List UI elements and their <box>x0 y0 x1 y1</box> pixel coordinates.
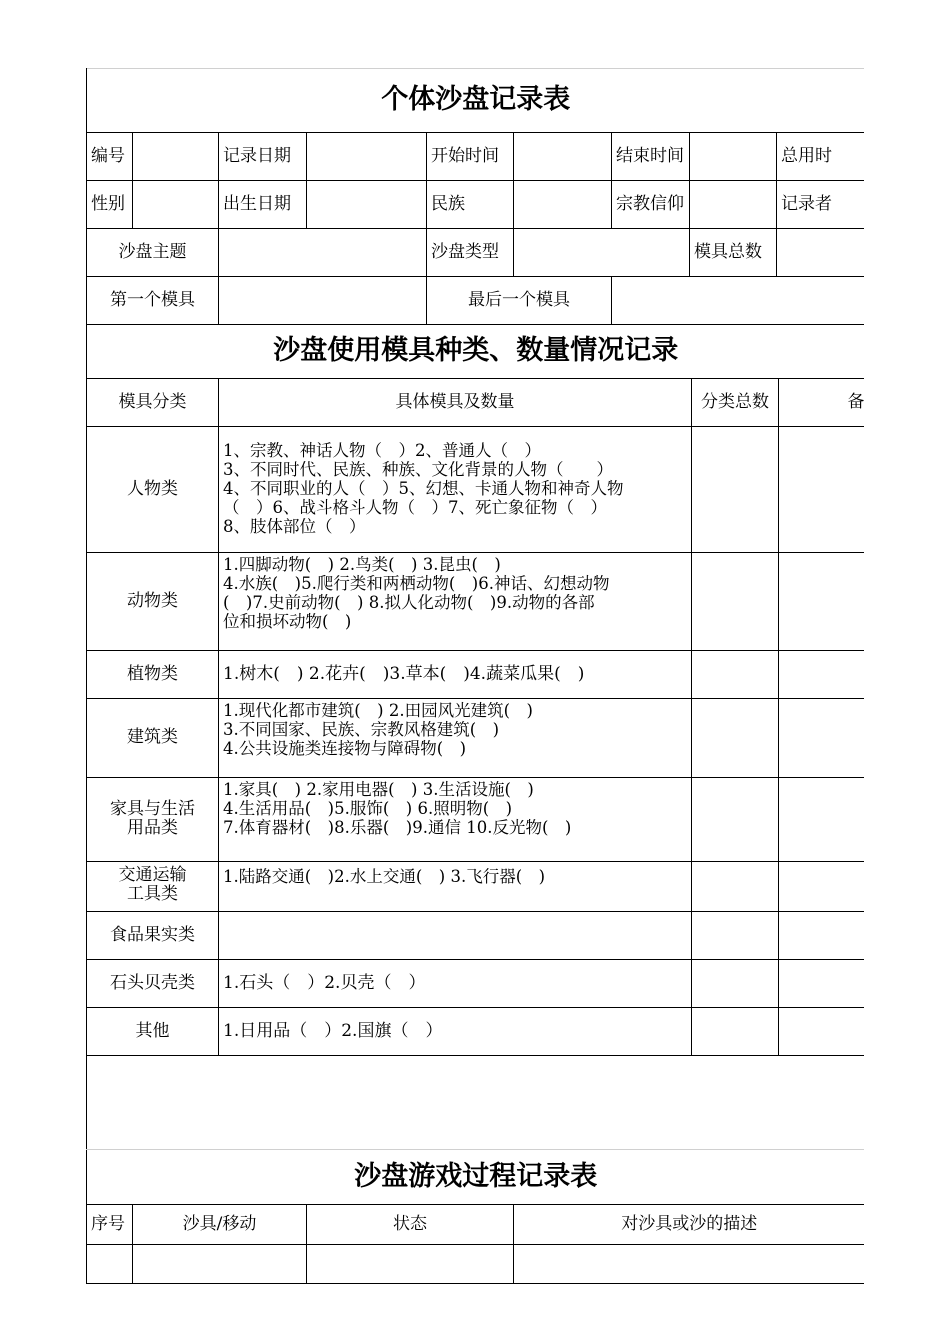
cell-tool-move[interactable] <box>133 1244 307 1283</box>
detail-furniture[interactable] <box>219 777 692 861</box>
record-form-title: 个体沙盘记录表 <box>87 68 865 132</box>
detail-animals[interactable] <box>219 552 692 650</box>
detail-stones[interactable]: 1.石头（ ）2.贝壳（ ） <box>219 959 692 1007</box>
label-end-time: 结束时间 <box>612 132 690 180</box>
detail-line: 8、肢体部位（ ） <box>223 516 366 536</box>
detail-buildings[interactable] <box>219 698 692 777</box>
usage-title: 沙盘使用模具种类、数量情况记录 <box>87 324 865 378</box>
spreadsheet-page <box>86 68 864 1284</box>
detail-line: 1.四脚动物( ) 2.鸟类( ) 3.昆虫( ) <box>223 554 501 574</box>
note-transport[interactable] <box>779 861 865 911</box>
detail-line: 1.陆路交通( )2.水上交通( ) 3.飞行器( ) <box>223 866 546 886</box>
detail-other[interactable]: 1.日用品（ ）2.国旗（ ） <box>219 1007 692 1055</box>
note-plants[interactable] <box>779 650 865 698</box>
detail-food[interactable] <box>219 911 692 959</box>
field-end-time[interactable] <box>690 132 777 180</box>
category-transport <box>87 861 219 911</box>
category-furniture <box>87 777 219 861</box>
table-row <box>87 650 865 698</box>
usage-table <box>86 324 864 1056</box>
detail-line: 位和损坏动物( ) <box>223 611 352 631</box>
note-stones[interactable] <box>779 959 865 1007</box>
header-detail: 具体模具及数量 <box>219 378 692 426</box>
header-tool-move: 沙具/移动 <box>133 1204 307 1244</box>
detail-transport[interactable] <box>219 861 692 911</box>
cell-state[interactable] <box>307 1244 514 1283</box>
label-id: 编号 <box>87 132 133 180</box>
label-recorder: 记录者 <box>777 180 865 228</box>
field-birth-date[interactable] <box>307 180 427 228</box>
detail-line: 7.体育器材( )8.乐器( )9.通信 10.反光物( ) <box>223 817 572 837</box>
table-row <box>87 1244 865 1283</box>
total-stones[interactable] <box>692 959 779 1007</box>
header-state: 状态 <box>307 1204 514 1244</box>
field-religion[interactable] <box>690 180 777 228</box>
field-last-figure[interactable] <box>612 276 865 324</box>
total-food[interactable] <box>692 911 779 959</box>
cell-seq[interactable] <box>87 1244 133 1283</box>
header-description: 对沙具或沙的描述 <box>514 1204 865 1244</box>
label-gender: 性别 <box>87 180 133 228</box>
page-frame-left <box>86 68 87 1284</box>
field-id[interactable] <box>133 132 219 180</box>
table-row <box>87 698 865 777</box>
detail-line: 4.公共设施类连接物与障碍物( ) <box>223 738 467 758</box>
field-sandplay-theme[interactable] <box>219 228 427 276</box>
detail-line: 4、不同职业的人（ ）5、幻想、卡通人物和神奇人物 <box>223 478 624 498</box>
label-last-figure: 最后一个模具 <box>427 276 612 324</box>
table-row <box>87 861 865 911</box>
note-buildings[interactable] <box>779 698 865 777</box>
table-row <box>87 959 865 1007</box>
table-row <box>87 911 865 959</box>
process-title: 沙盘游戏过程记录表 <box>87 1150 865 1204</box>
field-sandplay-type[interactable] <box>514 228 690 276</box>
total-transport[interactable] <box>692 861 779 911</box>
label-start-time: 开始时间 <box>427 132 514 180</box>
note-other[interactable] <box>779 1007 865 1055</box>
table-row <box>87 777 865 861</box>
detail-line: 1.现代化都市建筑( ) 2.田园风光建筑( ) <box>223 700 533 720</box>
label-first-figure: 第一个模具 <box>87 276 219 324</box>
total-other[interactable] <box>692 1007 779 1055</box>
detail-line: 3.不同国家、民族、宗教风格建筑( ) <box>223 719 500 739</box>
category-people: 人物类 <box>87 426 219 552</box>
total-plants[interactable] <box>692 650 779 698</box>
category-stones: 石头贝壳类 <box>87 959 219 1007</box>
category-other: 其他 <box>87 1007 219 1055</box>
detail-plants[interactable]: 1.树木( ) 2.花卉( )3.草本( )4.蔬菜瓜果( ) <box>219 650 692 698</box>
total-furniture[interactable] <box>692 777 779 861</box>
header-category: 模具分类 <box>87 378 219 426</box>
total-buildings[interactable] <box>692 698 779 777</box>
field-total-figures[interactable] <box>777 228 865 276</box>
detail-line: 4.水族( )5.爬行类和两栖动物( )6.神话、幻想动物 <box>223 573 610 593</box>
record-form-table <box>86 68 864 325</box>
detail-line: 3、不同时代、民族、种族、文化背景的人物（ ） <box>223 459 613 479</box>
category-plants: 植物类 <box>87 650 219 698</box>
label-total-figures: 模具总数 <box>690 228 777 276</box>
note-food[interactable] <box>779 911 865 959</box>
label-religion: 宗教信仰 <box>612 180 690 228</box>
cell-description[interactable] <box>514 1244 865 1283</box>
total-people[interactable] <box>692 426 779 552</box>
total-animals[interactable] <box>692 552 779 650</box>
field-ethnicity[interactable] <box>514 180 612 228</box>
label-sandplay-theme: 沙盘主题 <box>87 228 219 276</box>
detail-people[interactable] <box>219 426 692 552</box>
note-people[interactable] <box>779 426 865 552</box>
detail-line: （ ）6、战斗格斗人物（ ）7、死亡象征物（ ） <box>223 497 607 517</box>
category-food: 食品果实类 <box>87 911 219 959</box>
label-birth-date: 出生日期 <box>219 180 307 228</box>
table-row <box>87 426 865 552</box>
table-row <box>87 552 865 650</box>
field-gender[interactable] <box>133 180 219 228</box>
detail-line: 1.家具( ) 2.家用电器( ) 3.生活设施( ) <box>223 779 534 799</box>
table-row <box>87 1007 865 1055</box>
label-ethnicity: 民族 <box>427 180 514 228</box>
category-animals: 动物类 <box>87 552 219 650</box>
header-total: 分类总数 <box>692 378 779 426</box>
label-total-time: 总用时 <box>777 132 865 180</box>
category-line: 家具与生活 <box>110 799 195 819</box>
field-record-date[interactable] <box>307 132 427 180</box>
detail-line: 4.生活用品( )5.服饰( ) 6.照明物( ) <box>223 798 513 818</box>
detail-line: ( )7.史前动物( ) 8.拟人化动物( )9.动物的各部 <box>223 592 595 612</box>
header-note: 备 <box>779 378 865 426</box>
category-line: 交通运输 <box>118 864 187 885</box>
category-buildings: 建筑类 <box>87 698 219 777</box>
label-record-date: 记录日期 <box>219 132 307 180</box>
field-first-figure[interactable] <box>219 276 427 324</box>
label-sandplay-type: 沙盘类型 <box>427 228 514 276</box>
category-line: 用品类 <box>127 818 178 838</box>
field-start-time[interactable] <box>514 132 612 180</box>
process-table <box>86 1150 864 1284</box>
note-furniture[interactable] <box>779 777 865 861</box>
detail-line: 1、宗教、神话人物（ ）2、普通人（ ） <box>223 440 541 460</box>
note-animals[interactable] <box>779 552 865 650</box>
header-seq: 序号 <box>87 1204 133 1244</box>
category-line: 工具类 <box>127 883 178 904</box>
